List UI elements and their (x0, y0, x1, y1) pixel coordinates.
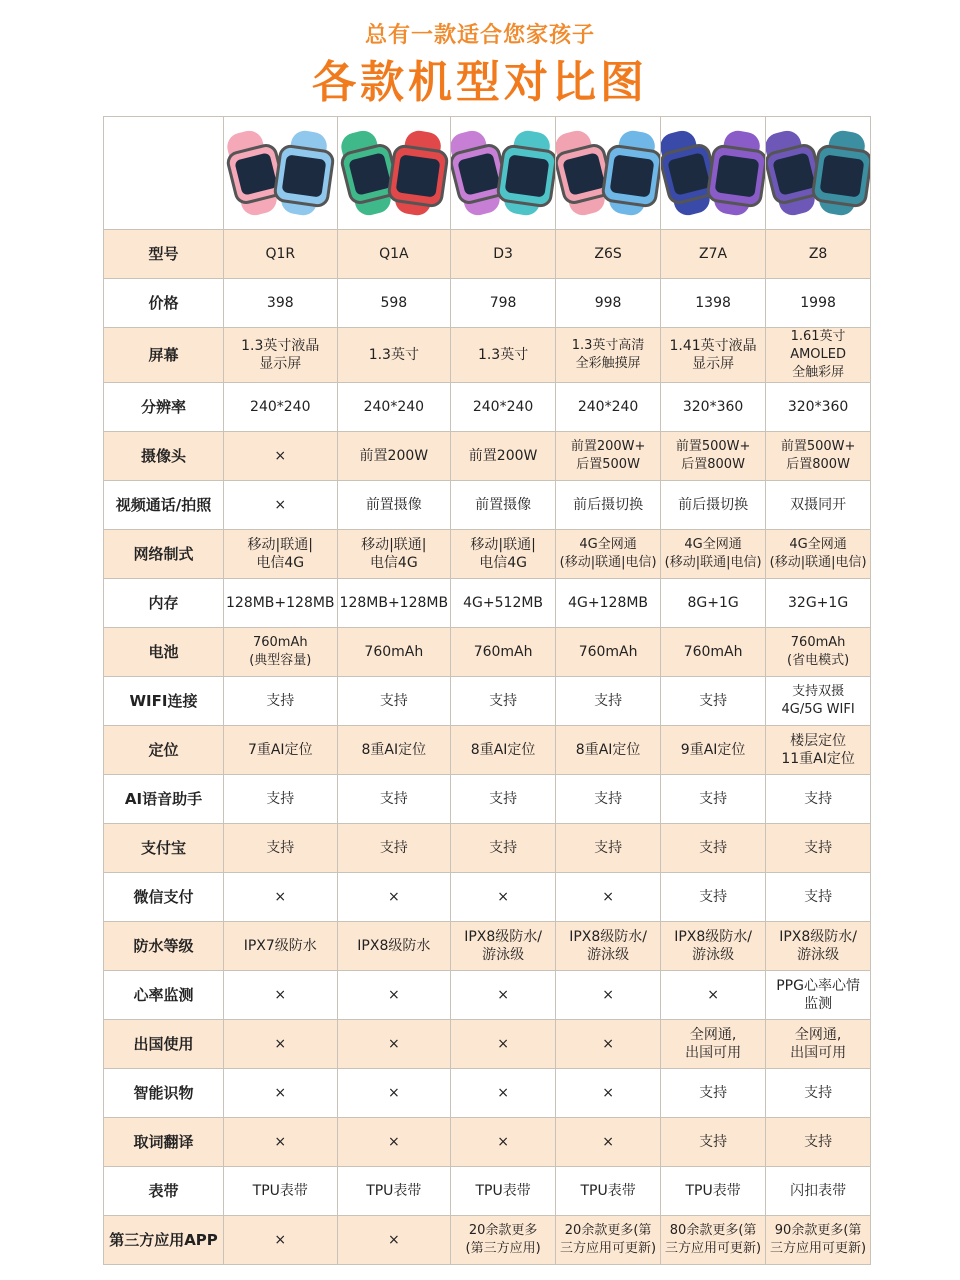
table-cell: 前后摄切换 (661, 481, 766, 530)
table-cell: × (337, 971, 451, 1020)
table-cell: 前置摄像 (451, 481, 556, 530)
table-cell: × (337, 1020, 451, 1069)
table-cell: 760mAh (典型容量) (224, 628, 338, 677)
table-row (104, 1020, 871, 1069)
table-cell: 760mAh (556, 628, 661, 677)
table-cell: × (224, 971, 338, 1020)
row-label: 定位 (104, 726, 224, 775)
table-cell: 398 (224, 279, 338, 328)
product-image-cell (451, 117, 556, 230)
table-cell: IPX8级防水/ 游泳级 (451, 922, 556, 971)
table-row (104, 481, 871, 530)
table-cell: 支持 (224, 775, 338, 824)
table-cell: × (451, 1118, 556, 1167)
table-cell: D3 (451, 230, 556, 279)
table-cell: 760mAh (451, 628, 556, 677)
row-label: AI语音助手 (104, 775, 224, 824)
table-cell: 支持 (766, 1118, 871, 1167)
table-row (104, 726, 871, 775)
row-label: 微信支付 (104, 873, 224, 922)
table-cell: Q1R (224, 230, 338, 279)
table-cell: 240*240 (451, 383, 556, 432)
table-cell: 移动|联通| 电信4G (224, 530, 338, 579)
table-row (104, 628, 871, 677)
product-image-cell (337, 117, 451, 230)
table-cell: 支持 (556, 824, 661, 873)
table-cell: × (224, 1020, 338, 1069)
page-subtitle: 总有一款适合您家孩子 (364, 23, 595, 48)
table-cell: 320*360 (766, 383, 871, 432)
table-cell: Z7A (661, 230, 766, 279)
table-cell: 支持 (451, 775, 556, 824)
table-cell: 1.61英寸AMOLED 全触彩屏 (766, 328, 871, 383)
table-row (104, 1069, 871, 1118)
table-cell: 支持 (661, 775, 766, 824)
table-cell: Q1A (337, 230, 451, 279)
table-row (104, 230, 871, 279)
table-cell: 支持 (224, 677, 338, 726)
product-image-cell (224, 117, 338, 230)
table-cell: 4G+128MB (556, 579, 661, 628)
pink-blue-dual-camera-watch-icon (558, 123, 658, 223)
table-cell: 8G+1G (661, 579, 766, 628)
table-cell: 128MB+128MB (337, 579, 451, 628)
table-cell: 双摄同开 (766, 481, 871, 530)
violet-teal-watch-icon (768, 123, 868, 223)
table-cell: 支持 (337, 824, 451, 873)
table-cell: 4G全网通 (移动|联通|电信) (556, 530, 661, 579)
table-cell: 32G+1G (766, 579, 871, 628)
table-cell: 8重AI定位 (337, 726, 451, 775)
row-label: 摄像头 (104, 432, 224, 481)
table-row (104, 328, 871, 383)
table-cell: TPU表带 (224, 1167, 338, 1216)
table-cell: 20余款更多 (第三方应用) (451, 1216, 556, 1265)
table-cell: 前置摄像 (337, 481, 451, 530)
table-row (104, 1118, 871, 1167)
row-label: 支付宝 (104, 824, 224, 873)
table-row (104, 579, 871, 628)
row-label: 出国使用 (104, 1020, 224, 1069)
table-cell: 前置500W+ 后置800W (766, 432, 871, 481)
table-cell: × (337, 873, 451, 922)
table-cell: 760mAh (省电模式) (766, 628, 871, 677)
purple-teal-watch-icon (453, 123, 553, 223)
table-cell: TPU表带 (451, 1167, 556, 1216)
table-cell: 8重AI定位 (556, 726, 661, 775)
table-cell: 前置200W+ 后置500W (556, 432, 661, 481)
table-cell: TPU表带 (337, 1167, 451, 1216)
table-row (104, 1167, 871, 1216)
product-image-cell (766, 117, 871, 230)
table-cell: 支持 (556, 775, 661, 824)
table-row (104, 677, 871, 726)
table-cell: TPU表带 (556, 1167, 661, 1216)
table-cell: 20余款更多(第 三方应用可更新) (556, 1216, 661, 1265)
product-image-cell (556, 117, 661, 230)
table-cell: 楼层定位 11重AI定位 (766, 726, 871, 775)
row-label: 视频通话/拍照 (104, 481, 224, 530)
table-cell: 598 (337, 279, 451, 328)
table-cell: 1998 (766, 279, 871, 328)
table-cell: 闪扣表带 (766, 1167, 871, 1216)
table-row (104, 432, 871, 481)
table-cell: × (337, 1118, 451, 1167)
table-cell: 支持 (766, 873, 871, 922)
product-image-cell (661, 117, 766, 230)
comparison-table (103, 116, 871, 1265)
table-cell: 8重AI定位 (451, 726, 556, 775)
table-cell: × (224, 481, 338, 530)
table-cell: × (451, 1069, 556, 1118)
row-label: 屏幕 (104, 328, 224, 383)
table-cell: 80余款更多(第 三方应用可更新) (661, 1216, 766, 1265)
table-cell: 移动|联通| 电信4G (337, 530, 451, 579)
table-cell: 移动|联通| 电信4G (451, 530, 556, 579)
table-cell: × (337, 1216, 451, 1265)
table-cell: 1.3英寸 (451, 328, 556, 383)
table-cell: Z6S (556, 230, 661, 279)
table-cell: × (224, 1069, 338, 1118)
table-cell: IPX8级防水/ 游泳级 (661, 922, 766, 971)
table-cell: 支持 (661, 873, 766, 922)
table-cell: 全网通, 出国可用 (661, 1020, 766, 1069)
row-label: 智能识物 (104, 1069, 224, 1118)
row-label: 分辨率 (104, 383, 224, 432)
table-cell: 支持 (661, 1069, 766, 1118)
row-label: 心率监测 (104, 971, 224, 1020)
row-label: 网络制式 (104, 530, 224, 579)
table-cell: × (661, 971, 766, 1020)
table-cell: 798 (451, 279, 556, 328)
table-cell: × (224, 1118, 338, 1167)
table-cell: 支持 (451, 677, 556, 726)
table-cell: 前后摄切换 (556, 481, 661, 530)
table-row (104, 530, 871, 579)
row-label: 内存 (104, 579, 224, 628)
table-cell: 760mAh (661, 628, 766, 677)
table-cell: 支持 (337, 775, 451, 824)
table-cell: × (556, 1069, 661, 1118)
table-cell: 支持 (451, 824, 556, 873)
table-cell: 4G+512MB (451, 579, 556, 628)
table-cell: 支持 (766, 1069, 871, 1118)
row-label: 电池 (104, 628, 224, 677)
table-row (104, 873, 871, 922)
table-cell: 998 (556, 279, 661, 328)
table-cell: IPX7级防水 (224, 922, 338, 971)
table-cell: 4G全网通 (移动|联通|电信) (661, 530, 766, 579)
table-cell: × (337, 1069, 451, 1118)
table-cell: × (224, 1216, 338, 1265)
table-cell: 支持 (661, 824, 766, 873)
table-cell: 支持 (556, 677, 661, 726)
page-header (0, 0, 960, 110)
table-row (104, 775, 871, 824)
row-label: 第三方应用APP (104, 1216, 224, 1265)
table-cell: × (224, 432, 338, 481)
table-cell: 90余款更多(第 三方应用可更新) (766, 1216, 871, 1265)
table-cell: 1.3英寸 (337, 328, 451, 383)
product-image-row (104, 117, 871, 230)
table-cell: 760mAh (337, 628, 451, 677)
table-cell: 1.3英寸液晶 显示屏 (224, 328, 338, 383)
table-cell: × (224, 873, 338, 922)
table-cell: 1398 (661, 279, 766, 328)
table-cell: 支持 (661, 677, 766, 726)
table-cell: 支持 (766, 775, 871, 824)
table-row (104, 824, 871, 873)
table-row (104, 383, 871, 432)
table-cell: 支持 (337, 677, 451, 726)
table-cell: × (451, 873, 556, 922)
table-cell: 240*240 (224, 383, 338, 432)
row-label: 表带 (104, 1167, 224, 1216)
table-cell: Z8 (766, 230, 871, 279)
row-label: 价格 (104, 279, 224, 328)
table-cell: PPG心率心情 监测 (766, 971, 871, 1020)
table-cell: 支持双摄 4G/5G WIFI (766, 677, 871, 726)
table-cell: 前置500W+ 后置800W (661, 432, 766, 481)
table-row (104, 1216, 871, 1265)
table-cell: 全网通, 出国可用 (766, 1020, 871, 1069)
green-red-watch-icon (344, 123, 444, 223)
table-cell: 前置200W (337, 432, 451, 481)
table-cell: × (451, 1020, 556, 1069)
table-cell: 7重AI定位 (224, 726, 338, 775)
table-cell: × (556, 971, 661, 1020)
table-cell: 128MB+128MB (224, 579, 338, 628)
table-cell: 支持 (661, 1118, 766, 1167)
table-cell: × (556, 873, 661, 922)
table-row (104, 922, 871, 971)
corner-cell (104, 117, 224, 230)
table-cell: 4G全网通 (移动|联通|电信) (766, 530, 871, 579)
table-cell: 240*240 (337, 383, 451, 432)
navy-purple-watch-icon (663, 123, 763, 223)
row-label: WIFI连接 (104, 677, 224, 726)
table-cell: TPU表带 (661, 1167, 766, 1216)
table-cell: 1.41英寸液晶 显示屏 (661, 328, 766, 383)
row-label: 取词翻译 (104, 1118, 224, 1167)
table-cell: 1.3英寸高清 全彩触摸屏 (556, 328, 661, 383)
table-cell: 240*240 (556, 383, 661, 432)
page-title: 各款机型对比图 (312, 57, 648, 108)
table-cell: 支持 (224, 824, 338, 873)
table-cell: 支持 (766, 824, 871, 873)
pink-blue-watch-icon (230, 123, 330, 223)
table-cell: × (451, 971, 556, 1020)
row-label: 防水等级 (104, 922, 224, 971)
table-cell: 前置200W (451, 432, 556, 481)
table-cell: × (556, 1020, 661, 1069)
table-row (104, 279, 871, 328)
table-cell: IPX8级防水/ 游泳级 (556, 922, 661, 971)
table-cell: IPX8级防水/ 游泳级 (766, 922, 871, 971)
table-cell: 320*360 (661, 383, 766, 432)
table-cell: × (556, 1118, 661, 1167)
table-cell: IPX8级防水 (337, 922, 451, 971)
table-cell: 9重AI定位 (661, 726, 766, 775)
row-label: 型号 (104, 230, 224, 279)
table-row (104, 971, 871, 1020)
